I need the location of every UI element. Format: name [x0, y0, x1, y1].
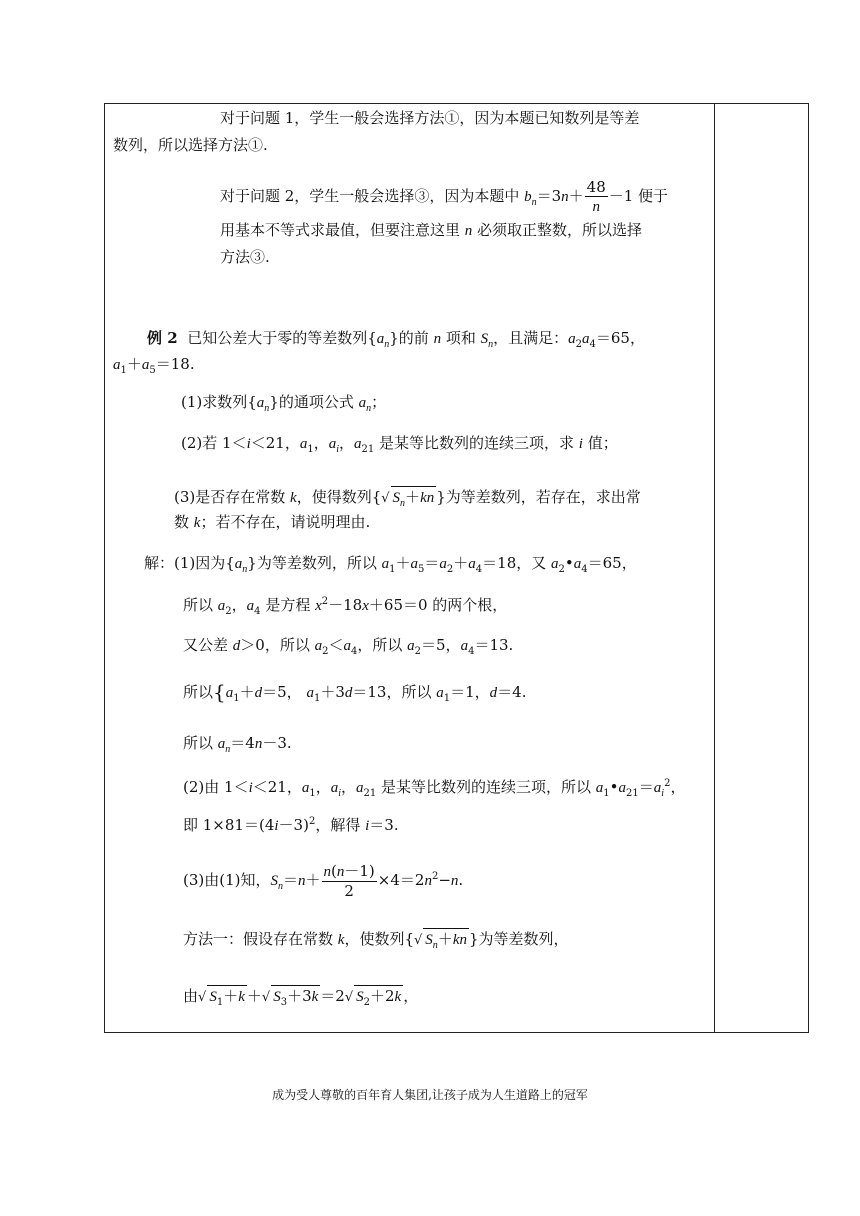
solution-line6: (2)由 1＜i＜21，$a_1$，$a_i$，$a_{21}$ 是某等比数列的连续三项，所以 $a_1•a_{21}=a_i^2$， [183, 778, 686, 799]
question-2: (2)若 1＜i＜21，$a_1$，$a_i$，$a_{21}$ 是某等比数列的连续三项，求 i 值； [181, 434, 618, 455]
solution-line4: 所以{$a_1+d=5$， $a_1+3d=13$，所以 $a_1=1$，d＝4. [183, 680, 527, 704]
solution-line5: 所以 $a_n=4n-3$. [183, 734, 292, 755]
solution-line10: 由√ $S_1+k$ ＋√ $S_3+3k =2√$ $S_2+2k$ ， [183, 987, 419, 1008]
fraction-n-n-1-over-2: $\frac{n(n-1)}{2}$ [323, 862, 375, 900]
para2-line2: 用基本不等式求最值，但要注意这里 n 必须取正整数，所以选择 [220, 221, 643, 239]
para1-line1: 对于问题 1，学生一般会选择方法①，因为本题已知数列是等差 [220, 109, 640, 127]
table-column-divider [714, 104, 715, 1032]
question-3-line1: (3)是否存在常数 k，使得数列{√ $S_n+kn$ }为等差数列，若存在，求出常 [174, 488, 641, 509]
para2-line1: 对于问题 2，学生一般会选择③，因为本题中 $b_n=3n+$ $\frac{48}{n}$ －1 便于 [220, 178, 669, 215]
solution-line3: 又公差 d＞0，所以 $a_2<a_4$，所以 $a_2=5$，$a_4=13$. [183, 636, 514, 657]
para1-line2: 数列，所以选择方法①. [113, 136, 268, 154]
para2-line3: 方法③. [220, 248, 270, 266]
fraction-48-over-n: $\frac{48}{n}$ [586, 178, 606, 215]
solution-line9: 方法一：假设存在常数 k，使数列{√ $S_n+kn$ }为等差数列， [183, 930, 569, 951]
solution-line1: 解：(1)因为$\{a_n\}$为等差数列，所以 $a_1+a_5=a_2+a_4=18$，又 $a_2•a_4=65$， [144, 554, 637, 575]
question-1: (1)求数列$\{a_n\}$的通项公式 $a_n$； [181, 393, 387, 414]
page-footer: 成为受人尊敬的百年育人集团,让孩子成为人生道路上的冠军 [272, 1088, 588, 1102]
example2-line1: 例 2 已知公差大于零的等差数列$\{a_n\}$的前 n 项和 $S_n$，且满足：$a_2a_4=65$， [147, 329, 645, 350]
example2-line2: $a_1+a_5=18$. [113, 355, 195, 376]
question-3-line2: 数 k；若不存在，请说明理由. [174, 513, 371, 531]
solution-line7: 即 $1\times 81=(4i-3)^2$，解得 i＝3. [183, 816, 399, 834]
solution-line8: (3)由(1)知，$S_n=n+$ $\frac{n(n-1)}{2}$ $\times 4=2n^2-n$. [183, 862, 464, 900]
solution-line2: 所以 $a_2$，$a_4$ 是方程 $x^2-18x+65=0$ 的两个根， [183, 596, 508, 617]
